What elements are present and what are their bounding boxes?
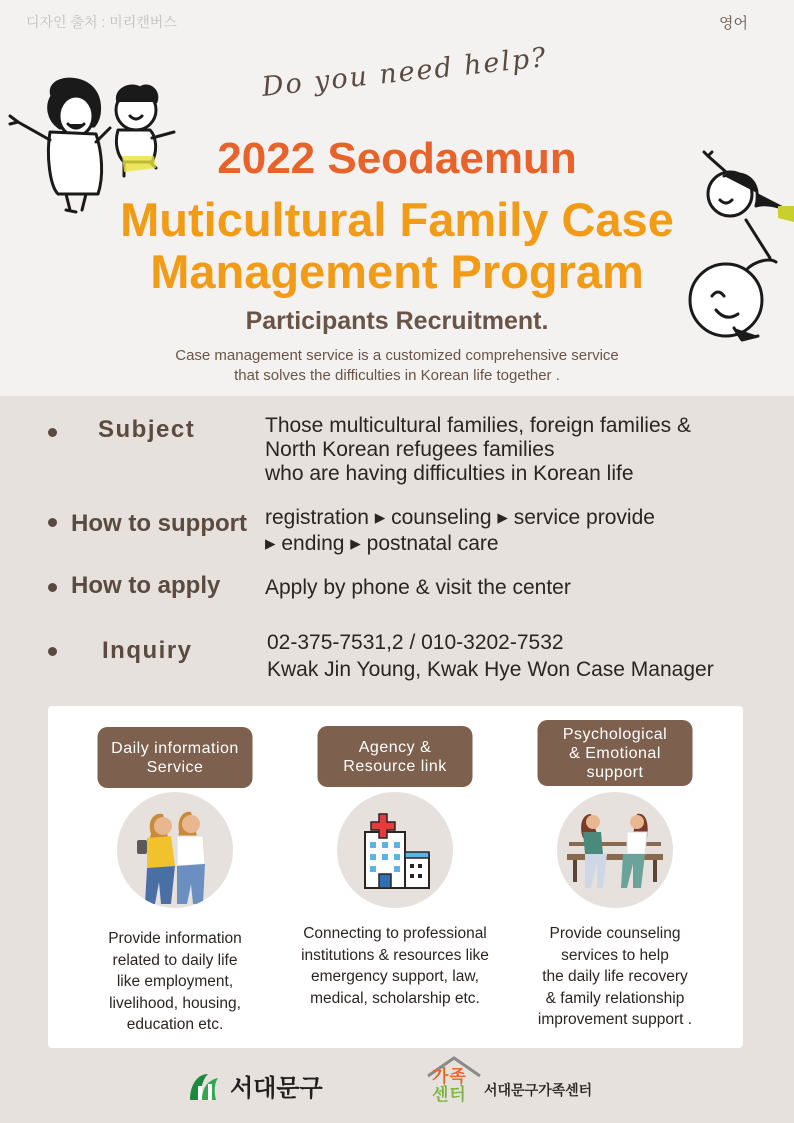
bullet-icon (48, 583, 57, 592)
service-pill (538, 720, 693, 786)
pill-line: Service (146, 758, 204, 776)
service-pill (318, 726, 473, 787)
apply-value (265, 576, 571, 600)
desc-line: Provide counseling (549, 925, 681, 942)
info-how-to-apply (0, 572, 794, 608)
info-inquiry (0, 628, 794, 684)
description (0, 346, 794, 386)
service-description (500, 923, 730, 1031)
seodaemun-logo-text: 서대문구 (230, 1075, 323, 1102)
cartoon-characters-left (6, 76, 186, 221)
title-line: Muticultural Family Case (120, 193, 674, 246)
info-how-to-support (0, 504, 794, 560)
inquiry-value (267, 629, 714, 683)
pill-line: support (586, 763, 644, 781)
service-pill (98, 727, 253, 788)
pill-line: Resource link (343, 757, 447, 775)
seodaemun-logo (188, 1068, 323, 1103)
desc-line: & family relationship (545, 989, 685, 1007)
subject-value (265, 414, 691, 486)
hospital-icon (337, 792, 453, 908)
apply-label: How to apply (71, 572, 221, 599)
desc-line: emergency support, law, (310, 968, 479, 985)
description-line: Case management service is a customized comprehensive service (175, 347, 619, 364)
description-line: that solves the difficulties in Korean life together . (234, 367, 560, 384)
subject-line: North Korean refugees families (265, 438, 555, 461)
desc-line: medical, scholarship etc. (310, 989, 480, 1007)
desc-line: institutions & resources like (301, 946, 489, 964)
family-center-text: 서대문구가족센터 (484, 1082, 593, 1098)
bullet-icon (48, 428, 57, 437)
info-subject (0, 412, 794, 492)
service-card-daily-info (60, 706, 290, 1048)
subtitle: Participants Recruitment. (245, 307, 549, 335)
desc-line: related to daily life (112, 951, 238, 969)
bullet-icon (48, 518, 57, 527)
services-panel (48, 706, 743, 1048)
support-line: ▸ ending ▸ postnatal care (265, 532, 499, 555)
counseling-illustration (557, 792, 673, 908)
desc-line: Provide information (108, 930, 242, 947)
title-line: Management Program (150, 245, 644, 298)
pill-line: & Emotional (569, 744, 661, 762)
desc-line: like employment, (116, 973, 234, 990)
subject-label: Subject (98, 416, 196, 443)
service-card-agency-link (280, 706, 510, 1048)
desc-line: livelihood, housing, (109, 994, 241, 1012)
language-label: 영어 (719, 15, 748, 32)
subject-line: who are having difficulties in Korean life (265, 462, 634, 485)
year-title: 2022 Seodaemun (217, 134, 577, 183)
desc-line: education etc. (126, 1016, 224, 1033)
seodaemun-emblem-icon (188, 1070, 224, 1102)
subject-line: Those multicultural families, foreign families & (265, 414, 691, 437)
inquiry-label: Inquiry (102, 637, 193, 664)
family-center-mark (432, 1068, 467, 1104)
desc-line: improvement support . (537, 1011, 693, 1028)
support-value (265, 505, 655, 557)
family-center-logo (424, 1054, 624, 1114)
pill-line: Psychological (562, 725, 668, 743)
inquiry-phone: 02-375-7531,2 / 010-3202-7532 (267, 631, 564, 654)
support-line: registration ▸ counseling ▸ service provide (265, 506, 655, 529)
desc-line: the daily life recovery (542, 968, 688, 985)
mark-line: 가족 (432, 1067, 467, 1086)
service-description (60, 928, 290, 1036)
cartoon-characters-right (686, 150, 794, 350)
tagline: Do you need help? (260, 42, 550, 103)
friends-illustration (117, 792, 233, 908)
inquiry-contact: Kwak Jin Young, Kwak Hye Won Case Manager (267, 658, 714, 681)
pill-line: Daily information (111, 739, 239, 757)
desc-line: services to help (561, 946, 669, 964)
apply-line: Apply by phone & visit the center (265, 576, 571, 599)
support-label: How to support (71, 510, 247, 537)
pill-line: Agency & (358, 738, 432, 756)
service-description (280, 923, 510, 1009)
service-card-emotional-support (500, 706, 730, 1048)
desc-line: Connecting to professional (303, 925, 487, 942)
bullet-icon (48, 647, 57, 656)
mark-line: 센터 (432, 1085, 467, 1104)
design-credit: 디자인 출처 : 미리캔버스 (26, 14, 177, 30)
header-section (0, 0, 794, 396)
